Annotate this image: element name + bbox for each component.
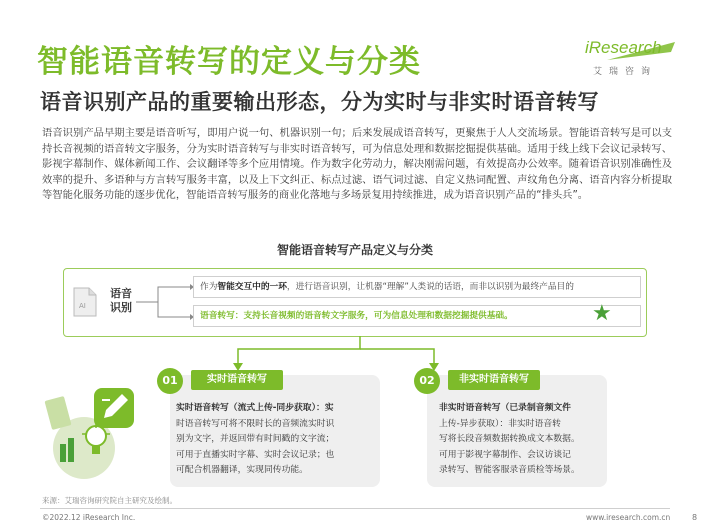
intro-paragraph: 语音识别产品早期主要是语音听写，即用户说一句、机器识别一句；后来发展成语音转写，更聚焦于人人交流场景。智能语音转写是可以支持长音视频的语音转文字服务，分为实时语音转写与非实时语音转写，可为信息处理和数据挖掘提供基础。适用于线上线下会议记录转写、影视字幕制作、媒体新闻工作、会议翻译等多个应用情境。作为数字化劳动力，解决刚需问题，有效提高办公效率。随着语音识别准确性及效率的提升、多语种与方言转写服务丰富，以及上下文纠正、标点过滤、语气词过滤、自定义热词配置、声纹角色分离、语音内容分析提取等智能化服务功能的逐步优化，智能语音转写服务的商业化落地与多场景复用持续推进，成为语音识别产品的“排头兵”。 <box>42 127 672 202</box>
iresearch-logo <box>585 38 677 84</box>
card-number-02: 02 <box>414 368 440 394</box>
card-number-01: 01 <box>157 368 183 394</box>
speech-recognition-label: 语音识别 <box>110 287 132 314</box>
page-number: 8 <box>692 513 698 522</box>
idea-pen-icon <box>38 380 148 480</box>
document-ai-icon <box>73 287 97 317</box>
nonrealtime-line-3: 写将长段音频数据转换成文本数据。 <box>439 434 580 445</box>
definition-row-transcription: 语音转写：支持长音视频的语音转文字服务，可为信息处理和数据挖掘提供基础。 <box>193 305 641 327</box>
nonrealtime-pill: 非实时语音转写 <box>448 370 540 390</box>
star-icon: ★ <box>592 301 612 326</box>
split-arrows <box>230 336 490 372</box>
logo-chinese: 艾瑞咨询 <box>593 67 658 77</box>
page-subtitle: 语音识别产品的重要输出形态，分为实时与非实时语音转写 <box>40 90 599 114</box>
nonrealtime-line-4: 可用于影视字幕制作、会议访谈记 <box>439 449 571 460</box>
nonrealtime-line-5: 录转写、智能客服录音质检等场景。 <box>439 465 580 476</box>
diagram-title: 智能语音转写产品定义与分类 <box>276 243 433 257</box>
branch-connector <box>136 284 196 324</box>
realtime-line-3: 别为文字，并返回带有时间戳的文字流； <box>176 434 335 445</box>
footer-copyright: ©2022.12 iResearch Inc. <box>42 513 136 522</box>
source-note: 来源：艾瑞咨询研究院自主研究及绘制。 <box>42 496 177 505</box>
page-title: 智能语音转写的定义与分类 <box>37 44 421 80</box>
footer-website: www.iresearch.com.cn <box>586 513 671 522</box>
realtime-description <box>176 401 376 479</box>
realtime-line-2: 时语音转写可将不限时长的音频流实时识 <box>176 418 335 429</box>
footer-divider <box>40 508 670 509</box>
realtime-pill: 实时语音转写 <box>191 370 283 390</box>
nonrealtime-line-2: 上传-异步获取）：非实时语音转 <box>439 418 561 429</box>
svg-text:AI: AI <box>79 302 86 310</box>
realtime-line-1: 实时语音转写（流式上传-同步获取）：实 <box>176 403 334 413</box>
realtime-line-5: 可配合机器翻译，实现同传功能。 <box>176 465 308 476</box>
nonrealtime-description <box>439 401 605 479</box>
nonrealtime-line-1: 非实时语音转写（已录制音频文件 <box>439 403 571 413</box>
definition-row-interaction: 作为智能交互中的一环，进行语音识别，让机器“理解”人类说的话语，而非以识别为最终产品目的 <box>193 276 641 298</box>
realtime-line-4: 可用于直播实时字幕、实时会议记录；也 <box>176 449 335 460</box>
logo-wordmark: iResearch <box>585 38 662 57</box>
